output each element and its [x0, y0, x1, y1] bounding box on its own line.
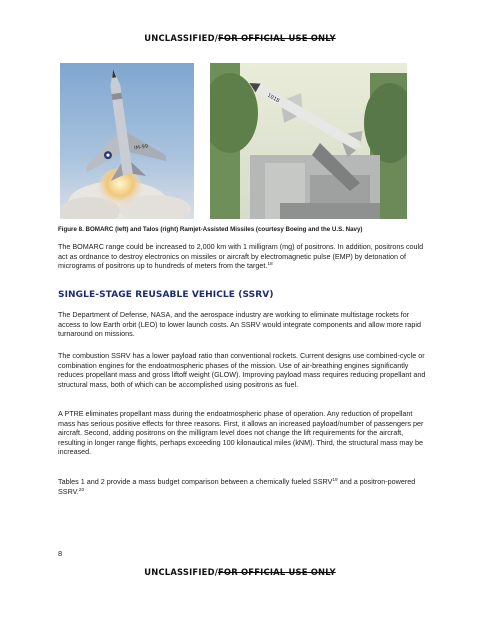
missile-marking: 1018	[266, 92, 281, 105]
fouo-strikethrough: FOR OFFICIAL USE ONLY	[217, 567, 336, 577]
paragraph: The combustion SSRV has a lower payload ratio than conventional rockets. Current designs use combined-cycle or combination engines for the endoatmospheric phases of the mission. Use of air-breathing engines significantly reduces propellant mass and gross liftoff weight (GLOW). Improving payload mass requires reducing propellant and structural mass, both of which can be accomplished using positrons as fuel.	[58, 351, 426, 389]
classification-label: UNCLASSIFIED/	[144, 33, 218, 43]
fouo-strikethrough: FOR OFFICIAL USE ONLY	[217, 33, 336, 43]
section-heading: SINGLE-STAGE REUSABLE VEHICLE (SSRV)	[58, 290, 274, 300]
bomarc-missile-photo	[60, 63, 194, 219]
footnote-ref: 19	[332, 478, 338, 483]
paragraph-text: Tables 1 and 2 provide a mass budget comparison between a chemically fueled SSRV	[58, 477, 333, 486]
classification-marking-bottom	[0, 567, 480, 577]
paragraph: A PTRE eliminates propellant mass during the endoatmospheric phase of operation. Any reduction of propellant mass has serious positive effects for three reasons. First, it allows an increased payload/number of passengers per aircraft. Second, adding positrons on the milligram level does not change the lift requirements for the aircraft, resulting in longer range flights, perhaps exceeding 100 kilonautical miles (kNM). Third, the structural mass may be increased.	[58, 409, 424, 457]
classification-label: UNCLASSIFIED/	[144, 567, 218, 577]
paragraph	[58, 242, 428, 271]
paragraph-text: and a positron-powered SSRV.	[58, 477, 416, 496]
talos-missile-photo	[210, 63, 407, 219]
figure-caption: Figure 8. BOMARC (left) and Talos (right) Ramjet-Assisted Missiles (courtesy Boeing and the U.S. Navy)	[58, 226, 363, 233]
classification-marking-top	[0, 33, 480, 43]
paragraph-text: The BOMARC range could be increased to 2,000 km with 1 milligram (mg) of positrons. In addition, positrons could act as ordnance to destroy electronics on missiles or aircraft by electromagnetic pulse (EMP) by detonation of micrograms of positrons up to hundreds of meters from the target.	[58, 242, 424, 271]
missile-marking: IM-99	[133, 143, 149, 152]
paragraph: The Department of Defense, NASA, and the aerospace industry are working to eliminate multistage rockets for access to low Earth orbit (LEO) to lower launch costs. An SSRV would integrate components and allow more rapid turnaround on missions.	[58, 310, 422, 339]
page-number: 8	[58, 549, 63, 558]
footnote-ref: 18	[267, 262, 273, 268]
footnote-ref: 20	[78, 487, 85, 493]
paragraph	[58, 477, 428, 496]
